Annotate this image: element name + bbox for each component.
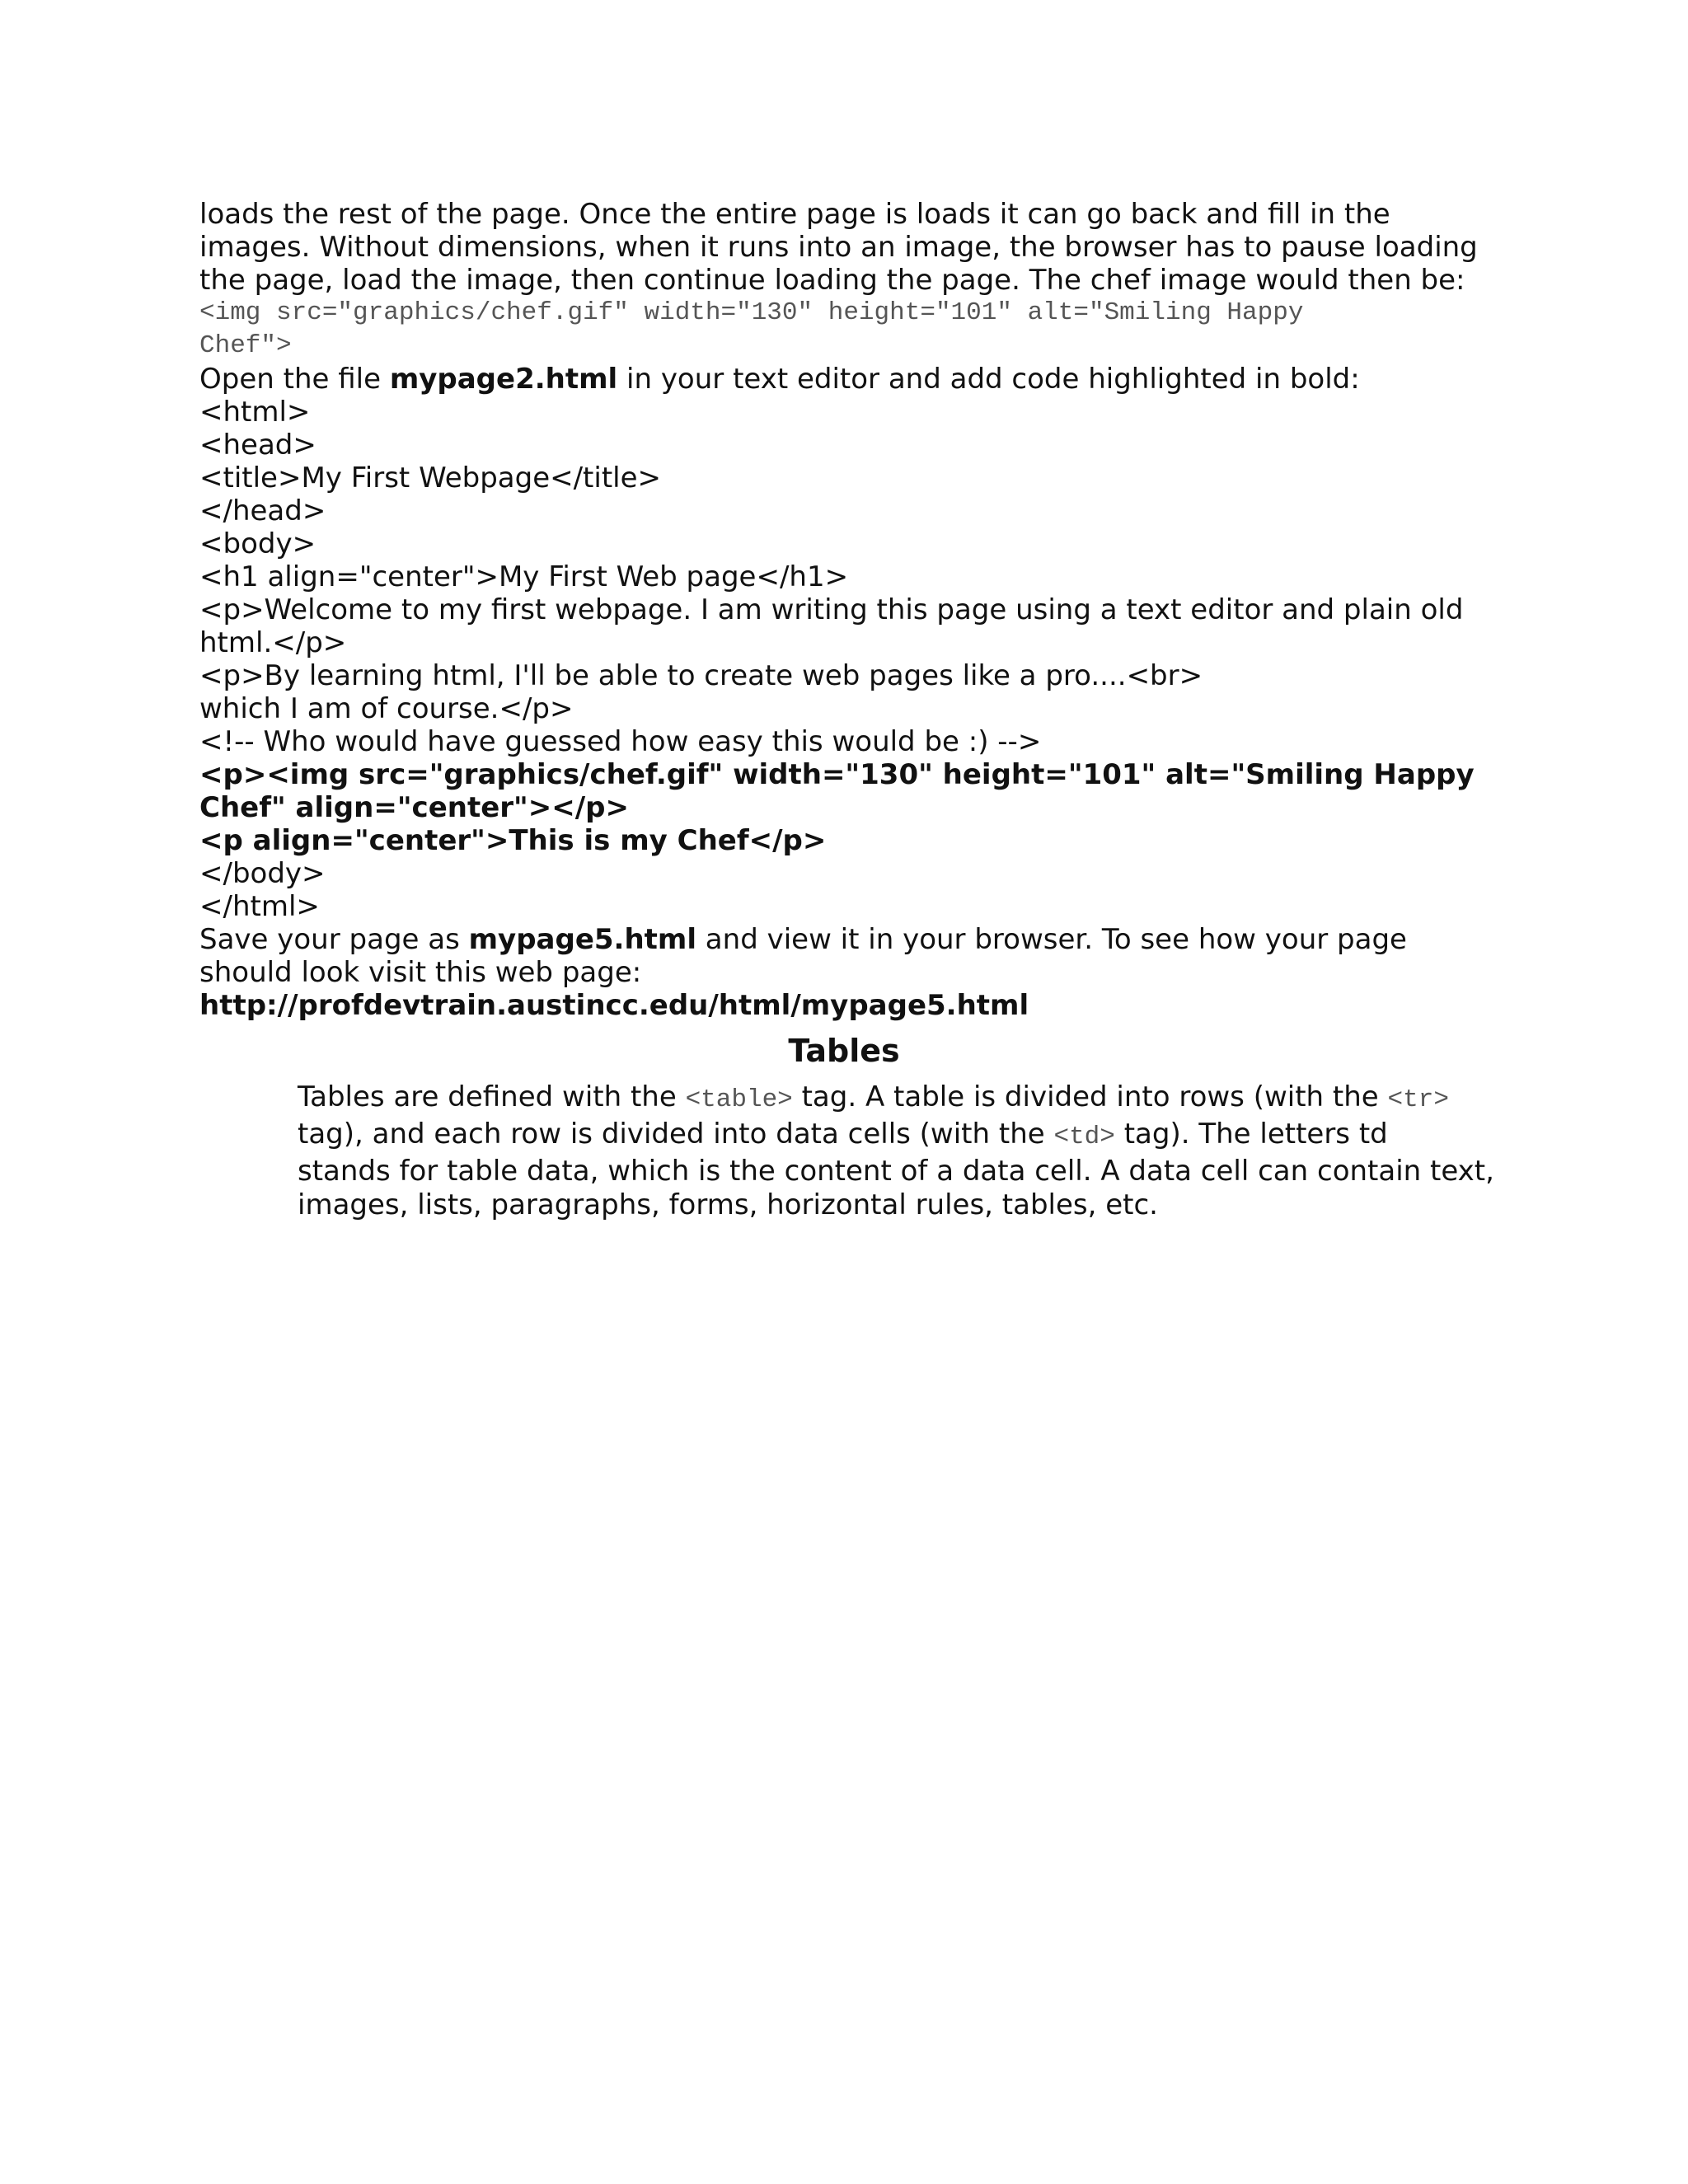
code-line: html.</p>: [199, 626, 347, 659]
save-instruction-line: [199, 923, 1502, 956]
inline-code-td-tag: <td>: [1053, 1122, 1115, 1151]
paragraph-line: stands for table data, which is the content of a data cell. A data cell can contain text,: [298, 1155, 1494, 1188]
intro-line: images. Without dimensions, when it runs into an image, the browser has to pause loading: [199, 231, 1478, 264]
save-instruction-line: should look visit this web page:: [199, 956, 642, 989]
save-filename: mypage5.html: [468, 923, 696, 956]
tables-paragraph: [199, 1081, 1501, 1221]
paragraph-line: [298, 1118, 1501, 1153]
text-run: tag). The letters td: [1114, 1118, 1388, 1151]
code-line: <head>: [199, 429, 316, 462]
highlighted-code-line: Chef" align="center"></p>: [199, 791, 629, 824]
text-run: tag. A table is divided into rows (with the: [792, 1080, 1388, 1113]
instruction-filename: mypage2.html: [389, 363, 618, 396]
code-line: <h1 align="center">My First Web page</h1>: [199, 560, 849, 593]
save-suffix: and view it in your browser. To see how your page: [696, 923, 1407, 956]
instruction-suffix: in your text editor and add code highlighted in bold:: [617, 363, 1360, 396]
code-line: <p>By learning html, I'll be able to create web pages like a pro....<br>: [199, 659, 1203, 692]
code-line: <p>Welcome to my first webpage. I am writing this page using a text editor and plain old: [199, 593, 1464, 626]
instruction-line: [199, 363, 1502, 396]
section-heading-tables: Tables: [788, 1033, 900, 1069]
code-line: </html>: [199, 890, 320, 923]
highlighted-code-line: <p align="center">This is my Chef</p>: [199, 824, 827, 857]
code-snippet-line: Chef">: [199, 331, 292, 360]
code-line: </head>: [199, 494, 326, 527]
paragraph-line: images, lists, paragraphs, forms, horizontal rules, tables, etc.: [298, 1188, 1158, 1221]
example-url-link[interactable]: http://profdevtrain.austincc.edu/html/mypage5.html: [199, 989, 1029, 1022]
code-line: <title>My First Webpage</title>: [199, 462, 662, 494]
instruction-prefix: Open the file: [199, 363, 390, 396]
code-line: <body>: [199, 527, 316, 560]
text-run: tag), and each row is divided into data cells (with the: [298, 1118, 1054, 1151]
paragraph-line: [298, 1081, 1501, 1116]
save-prefix: Save your page as: [199, 923, 469, 956]
highlighted-code-line: <p><img src="graphics/chef.gif" width="130" height="101" alt="Smiling Happy: [199, 758, 1475, 791]
code-snippet-line: <img src="graphics/chef.gif" width="130" height="101" alt="Smiling Happy: [199, 298, 1304, 327]
intro-line: loads the rest of the page. Once the entire page is loads it can go back and fill in the: [199, 198, 1390, 231]
inline-code-tr-tag: <tr>: [1387, 1085, 1449, 1114]
page-content: [199, 198, 1502, 1223]
inline-code-table-tag: <table>: [685, 1085, 793, 1114]
intro-line: the page, load the image, then continue loading the page. The chef image would then be:: [199, 264, 1465, 297]
text-run: Tables are defined with the: [298, 1080, 686, 1113]
code-line: <!-- Who would have guessed how easy this would be :) -->: [199, 725, 1042, 758]
code-line: </body>: [199, 857, 326, 890]
code-line: <html>: [199, 396, 311, 429]
code-line: which I am of course.</p>: [199, 692, 574, 725]
